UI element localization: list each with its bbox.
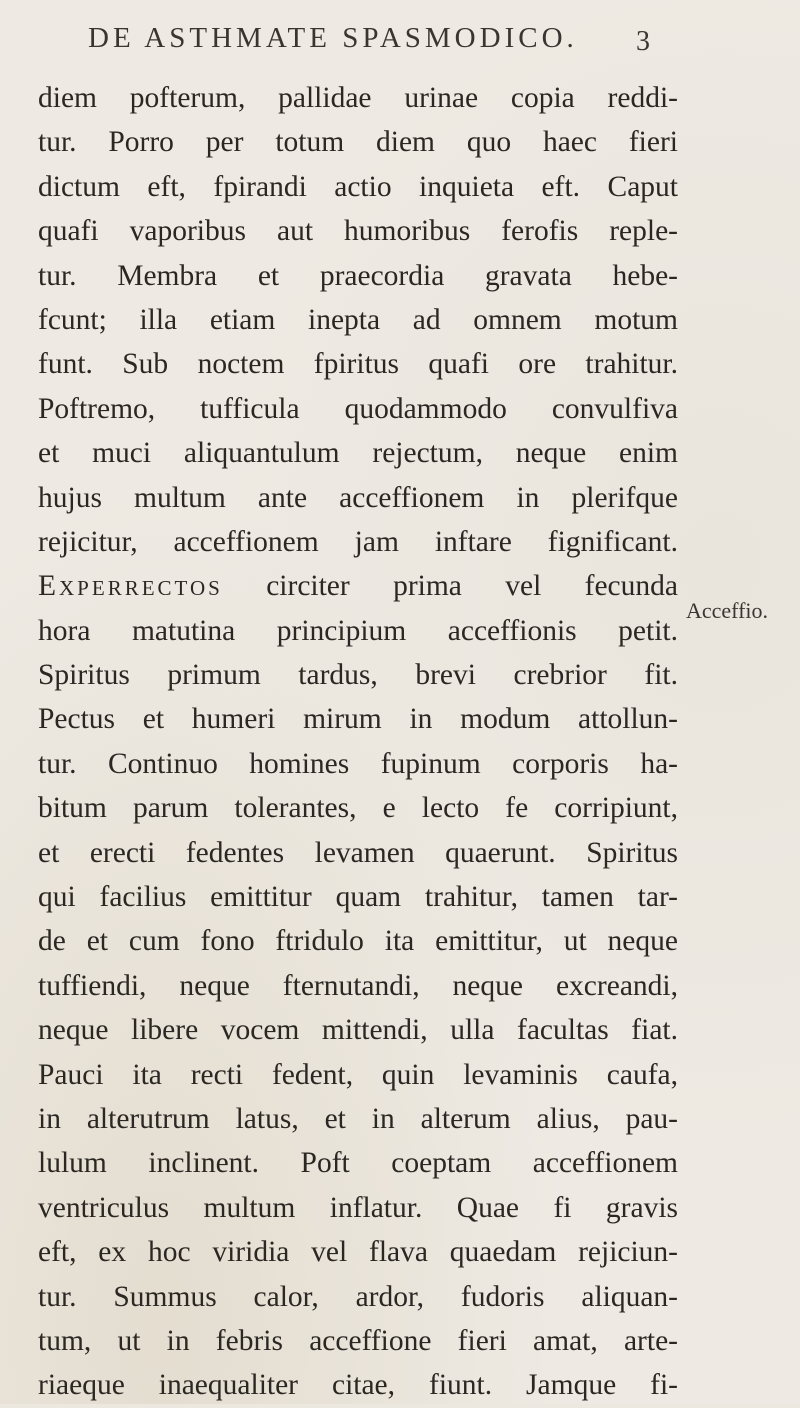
text-line: eft, ex hoc viridia vel flava quaedam rejiciun- [38, 1236, 678, 1269]
text-line: et erecti fedentes levamen quaerunt. Spiritus [38, 836, 678, 869]
running-head [88, 22, 688, 55]
text-line: fcunt; illa etiam inepta ad omnem motum [38, 303, 678, 336]
text-line: rejicitur, acceffionem jam inftare fignificant. [38, 525, 678, 558]
text-line: funt. Sub noctem fpiritus quafi ore trahitur. [38, 348, 678, 381]
text-line: de et cum fono ftridulo ita emittitur, ut neque [38, 925, 678, 958]
text-line: Poftremo, tufficula quodammodo convulfiva [38, 392, 678, 425]
text-line: in alterutrum latus, et in alterum alius, pau- [38, 1102, 678, 1135]
text-line: ventriculus multum inflatur. Quae fi gravis [38, 1191, 678, 1224]
margin-note: Acceffio. [686, 598, 769, 623]
text-line: tur. Membra et praecordia gravata hebe- [38, 259, 678, 292]
text-line: tur. Summus calor, ardor, fudoris aliquan- [38, 1280, 678, 1313]
text-line: lulum inclinent. Poft coeptam acceffionem [38, 1147, 678, 1180]
text-line: hora matutina principium acceffionis petit. [38, 614, 678, 647]
text-line: hujus multum ante acceffionem in plerifque [38, 481, 678, 514]
text-block [38, 76, 678, 1408]
first-line-rest: circiter prima vel fecunda [266, 570, 678, 603]
text-line: tuffiendi, neque fternutandi, neque excreandi, [38, 969, 678, 1002]
text-line: qui facilius emittitur quam trahitur, tamen tar- [38, 881, 678, 914]
text-line: quafi vaporibus aut humoribus ferofis reple- [38, 215, 678, 248]
paragraph-first-line [38, 564, 678, 608]
text-line: neque libere vocem mittendi, ulla facultas fiat. [38, 1014, 678, 1047]
text-line: Pauci ita recti fedent, quin levaminis caufa, [38, 1058, 678, 1091]
text-line: diem pofterum, pallidae urinae copia reddi- [38, 82, 678, 114]
running-title: DE ASTHMATE SPASMODICO. [88, 22, 578, 54]
text-line: riaeque inaequaliter citae, fiunt. Jamque fi- [38, 1369, 678, 1402]
text-line: bitum parum tolerantes, e lecto fe corripiunt, [38, 792, 678, 825]
text-line: tum, ut in febris acceffione fieri amat, arte- [38, 1324, 678, 1357]
paragraph-lead-word: Experrectos [38, 570, 223, 603]
text-line: tur. Continuo homines fupinum corporis ha- [38, 747, 678, 780]
text-line: dictum eft, fpirandi actio inquieta eft. Caput [38, 170, 678, 203]
text-line: tur. Porro per totum diem quo haec fieri [38, 126, 678, 159]
text-line: et muci aliquantulum rejectum, neque enim [38, 437, 678, 470]
text-line: Spiritus primum tardus, brevi crebrior fit. [38, 659, 678, 692]
page-number: 3 [636, 26, 650, 57]
text-line: Pectus et humeri mirum in modum attollun- [38, 703, 678, 736]
